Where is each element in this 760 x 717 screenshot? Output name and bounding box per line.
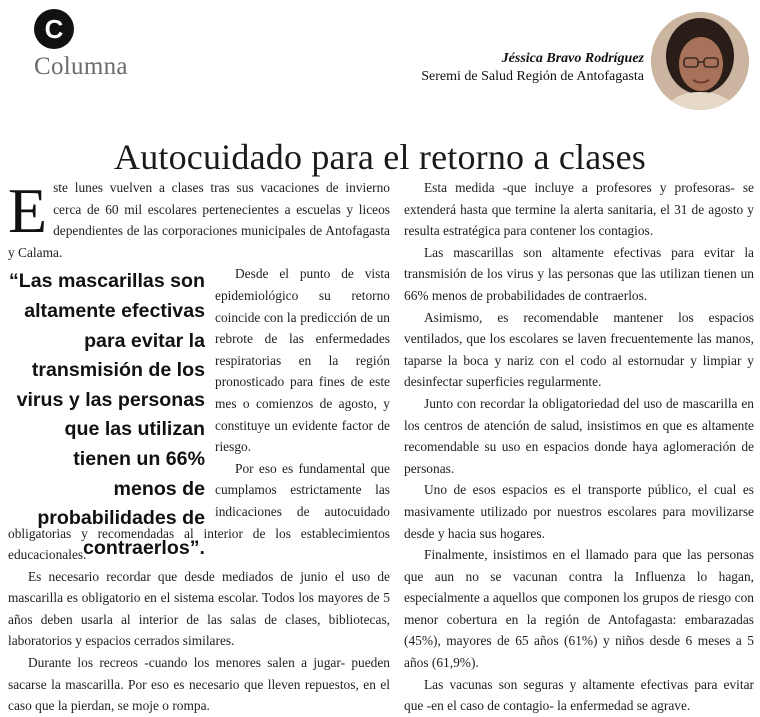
paragraph-text: ste lunes vuelven a clases tras sus vacaciones de invierno cerca de 60 mil escolares pertenecientes a escuelas y liceos dependientes de las corporaciones municipales de Antofagasta y Calama. xyxy=(8,180,390,260)
author-portrait-icon xyxy=(651,12,749,110)
article-paragraph: Esta medida -que incluye a profesores y profesoras- se extenderá hasta que termine la alerta sanitaria, el 31 de agosto y resulta estratégica para contener los contagios. xyxy=(404,180,754,239)
article-paragraph: Uno de esos espacios es el transporte público, el cual es masivamente utilizado por nuestros escolares para movilizarse desde y hacia sus hogares. xyxy=(404,482,754,541)
article-paragraph: Es necesario recordar que desde mediados de junio el uso de mascarilla es obligatorio en el sistema escolar. Todos los mayores de 5 años deben usarla al interior de las salas de clases, bibliotecas, laboratorios y espacios cerrados similares. xyxy=(8,568,390,649)
paragraph-text: Desde el punto de vista epidemiológico su retorno coincide con la predicción de un rebrote de las enfermedades respiratorias en la región pronosticado para fines de este mes o comienzos de agosto, y constituye un evidente factor de riesgo. xyxy=(215,266,390,455)
pull-quote: “Las mascarillas son altamente efectivas para evitar la transmisión de los virus y las personas que las utilizan tienen un 66% menos de probabilidades de contraerlos”. xyxy=(8,270,205,559)
article-paragraph: Por eso es fundamental que cumplamos estrictamente las indicaciones de autocuidado obligatorias y recomendadas al interior de los establecimientos educacionales. xyxy=(8,460,390,563)
article-paragraph: Asimismo, es recomendable mantener los espacios ventilados, que los escolares se laven frecuentemente las manos, taparse la boca y nariz con el codo al estornudar y limpiar y desinfectar superficies regularmente. xyxy=(404,309,754,390)
article-paragraph: Finalmente, insistimos en el llamado para que las personas que aun no se vacunan contra la Influenza lo hagan, especialmente a aquellos que componen los grupos de riesgo con menor cobertura en la región de Antofagasta: embarazadas (45%), mayores de 65 años (61%) y niños desde 6 meses a 5 años (61,9%). xyxy=(404,547,754,671)
author-role: Seremi de Salud Región de Antofagasta xyxy=(421,69,644,84)
article-paragraph: Las vacunas son seguras y altamente efectivas para evitar que -en el caso de contagio- la enfermedad se agrave. xyxy=(404,676,754,714)
article-title: Autocuidado para el retorno a clases xyxy=(114,137,646,178)
article-column-left xyxy=(8,175,390,714)
article-paragraph: Durante los recreos -cuando los menores salen a jugar- pueden sacarse la mascarilla. Por eso es necesario que lleven repuestos, en el caso que la pierdan, se moje o rompa. xyxy=(8,655,390,714)
author-photo xyxy=(651,12,749,110)
article-paragraph xyxy=(8,177,390,263)
article-paragraph: Las mascarillas son altamente efectivas para evitar la transmisión de los virus y las personas que las utilizan tienen un 66% menos de probabilidades de contraerlos. xyxy=(404,244,754,303)
article-paragraph: Junto con recordar la obligatoriedad del uso de mascarilla en los centros de atención de salud, insistimos en que es altamente recomendable su uso en espacios donde haya aglomeración de personas. xyxy=(404,395,754,476)
column-badge: C xyxy=(34,9,74,49)
drop-cap: E xyxy=(8,175,48,246)
author-name: Jéssica Bravo Rodríguez xyxy=(501,51,644,66)
section-label: Columna xyxy=(34,53,128,80)
article-column-right xyxy=(404,177,754,714)
